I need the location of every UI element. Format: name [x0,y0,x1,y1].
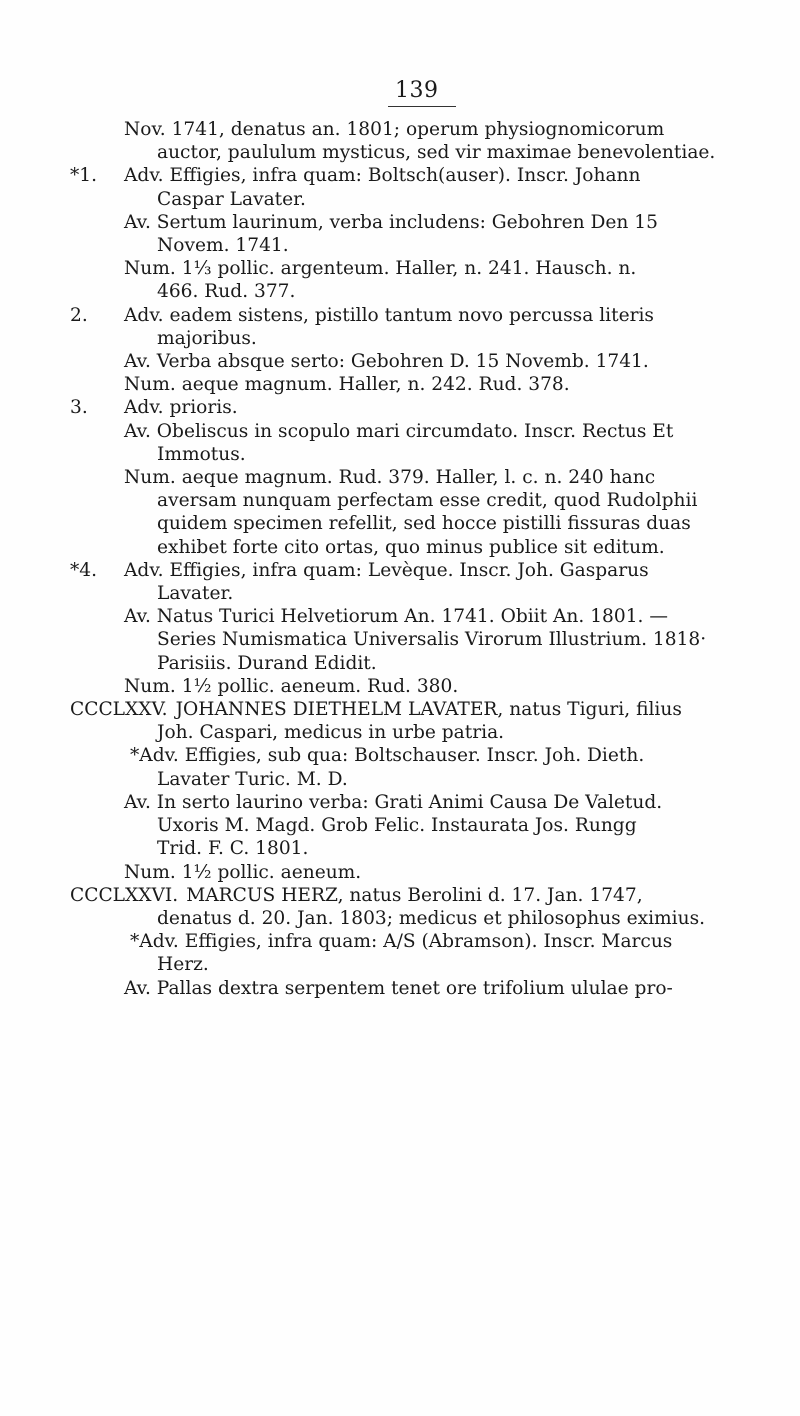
text-line [70,744,770,767]
line-text: Av. Sertum laurinum, verba includens: Gebohren Den 15 [124,211,658,233]
line-text: aversam nunquam perfectam esse credit, quod Rudolphii [157,490,698,512]
line-text: Trid. F. C. 1801. [157,838,309,860]
line-text: Parisiis. Durand Edidit. [157,652,377,674]
line-text: Adv. Effigies, infra quam: Boltsch(auser). Inscr. Johann [124,165,641,187]
line-text: Num. 1½ pollic. aeneum. [124,861,362,883]
line-text: *Adv. Effigies, infra quam: A/S (Abramson). Inscr. Marcus [130,931,673,953]
text-line [70,791,770,814]
text-line [70,536,770,559]
entry-label: 3. [70,397,88,419]
line-text: 466. Rud. 377. [157,281,296,303]
line-text: denatus d. 20. Jan. 1803; medicus et philosophus eximius. [157,907,706,929]
text-line [70,582,770,605]
line-text: Novem. 1741. [157,235,289,257]
text-line [70,814,770,837]
line-text: MARCUS HERZ, natus Berolini d. 17. Jan. 1747, [186,884,643,906]
text-line [70,768,770,791]
text-line [70,837,770,860]
text-line [70,443,770,466]
text-line [70,512,770,535]
line-text: Lavater Turic. M. D. [157,768,348,790]
text-line [70,466,770,489]
line-text: Adv. Effigies, infra quam: Levèque. Inscr. Joh. Gasparus [124,559,649,581]
line-text: Immotus. [157,443,246,465]
entry-label: 2. [70,304,88,326]
line-text: Av. Verba absque serto: Gebohren D. 15 Novemb. 1741. [124,351,649,373]
line-text: Joh. Caspari, medicus in urbe patria. [157,722,505,744]
text-line [70,628,770,651]
text-line [70,164,770,187]
text-line [70,953,770,976]
page-number: 139 [395,78,439,103]
text-line [70,698,770,721]
line-text: auctor, paululum mysticus, sed vir maximae benevolentiae. [157,142,716,164]
line-text: exhibet forte cito ortas, quo minus publice sit editum. [157,536,665,558]
text-line [70,373,770,396]
line-text: JOHANNES DIETHELM LAVATER, natus Tiguri, filius [175,699,682,721]
line-text: Num. 1⅓ pollic. argenteum. Haller, n. 241. Hausch. n. [124,258,637,280]
text-line [70,884,770,907]
text-line [70,211,770,234]
line-text: Num. 1½ pollic. aeneum. Rud. 380. [124,675,459,697]
line-text: Av. Natus Turici Helvetiorum An. 1741. Obiit An. 1801. — [124,606,668,628]
line-text: Num. aeque magnum. Haller, n. 242. Rud. 378. [124,374,570,396]
text-line [70,280,770,303]
line-text: Uxoris M. Magd. Grob Felic. Instaurata Jos. Rungg [157,815,637,837]
entry-label: CCCLXXVI. [70,884,179,906]
text-line [70,234,770,257]
line-text: Caspar Lavater. [157,188,306,210]
text-line [70,489,770,512]
text-line [70,350,770,373]
text-line [70,721,770,744]
line-text: Adv. prioris. [124,397,238,419]
line-text: Num. aeque magnum. Rud. 379. Haller, l. c. n. 240 hanc [124,467,656,489]
line-text: Adv. eadem sistens, pistillo tantum novo percussa literis [124,304,654,326]
text-line [70,861,770,884]
line-text: *Adv. Effigies, sub qua: Boltschauser. Inscr. Joh. Dieth. [130,745,645,767]
text-line [70,141,770,164]
catalogue-text [70,118,770,1000]
text-line [70,304,770,327]
text-line [70,420,770,443]
text-line [70,907,770,930]
page-number-rule [388,106,456,107]
text-line [70,396,770,419]
line-text: majoribus. [157,327,257,349]
line-text: quidem specimen refellit, sed hocce pistilli fissuras duas [157,513,691,535]
text-line [70,327,770,350]
text-line [70,652,770,675]
text-line [70,188,770,211]
text-line [70,675,770,698]
text-line [70,605,770,628]
line-text: Av. Obeliscus in scopulo mari circumdato. Inscr. Rectus Et [124,420,674,442]
line-text: Av. In serto laurino verba: Grati Animi Causa De Valetud. [124,791,663,813]
line-text: Lavater. [157,583,234,605]
line-text: Nov. 1741, denatus an. 1801; operum physiognomicorum [124,119,665,140]
text-line [70,118,770,141]
entry-label: CCCLXXV. [70,699,168,721]
line-text: Herz. [157,954,209,976]
entry-label: *1. [70,165,98,187]
line-text: Av. Pallas dextra serpentem tenet ore trifolium ululae pro- [124,977,673,999]
text-line [70,257,770,280]
text-line [70,930,770,953]
entry-label: *4. [70,559,98,581]
text-line [70,977,770,1000]
line-text: Series Numismatica Universalis Virorum Illustrium. 1818· [157,629,707,651]
text-line [70,559,770,582]
